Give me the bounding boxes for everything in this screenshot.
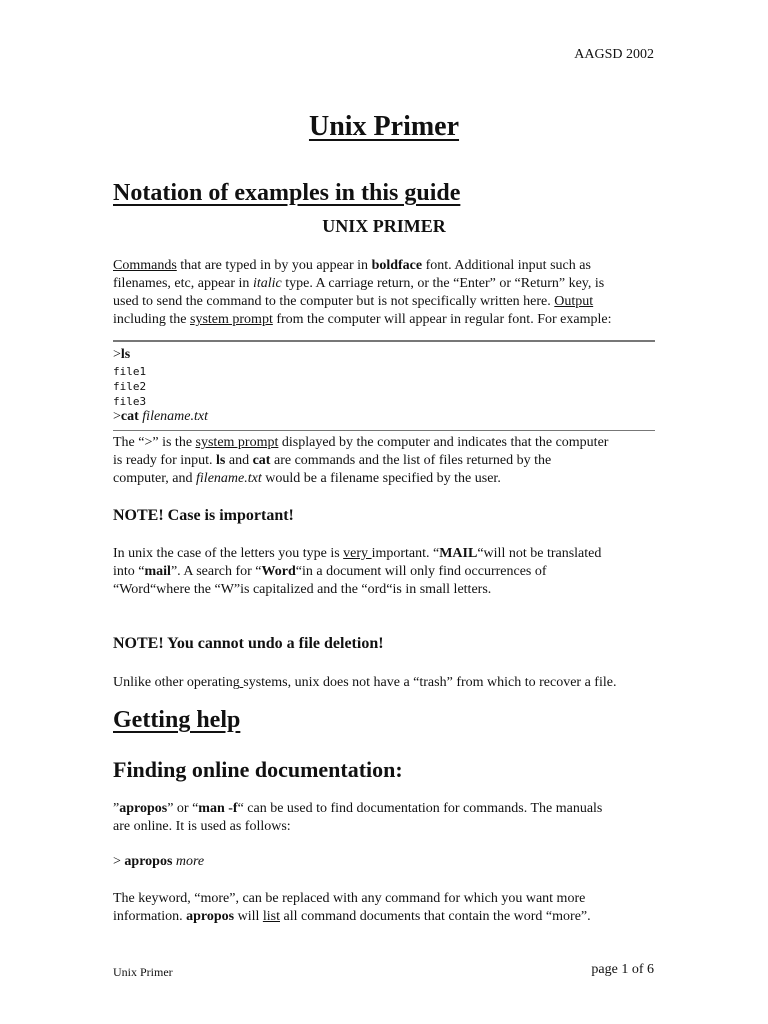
section-subtitle: UNIX PRIMER [322,216,446,236]
example-command-ls [113,347,130,363]
explain-ls: ls [216,453,226,468]
explain-text: is ready for input. [113,453,217,468]
intro-line-2 [113,275,658,293]
apropos-text: all command documents that contain the word “more”. [280,909,591,924]
apropos-argument: more [172,854,205,869]
intro-system-prompt: system prompt [190,312,273,327]
file-list-item: file2 [113,380,147,393]
intro-text: type. A carriage return, or the “Enter” or “Return” key, is [281,276,605,291]
intro-text: filenames, etc, appear in [113,276,253,291]
intro-line-4 [113,311,658,329]
command-argument: filename.txt [142,409,208,424]
apropos-line-2: are online. It is used as follows: [113,819,291,834]
prompt-symbol: > [113,854,125,869]
explain-paragraph [113,434,658,488]
prompt-symbol: > [113,347,121,362]
note-case-line-3: “Word“where the “W”is capitalized and the “ord“is in small letters. [113,582,492,597]
note-text: In unix the case of the letters you type is [113,546,344,561]
intro-output: Output [554,294,594,309]
explain-text: are commands and the list of files returned by the [270,453,552,468]
note-very: very [343,546,372,561]
section-heading-help [113,707,240,734]
command-cat: cat [120,409,143,424]
intro-text: from the computer will appear in regular font. For example: [272,312,612,327]
note-mail-upper: MAIL [439,546,478,561]
man-f-command: man -f [198,801,238,816]
note-case-line-2 [113,563,658,581]
section-heading-help-text: Getting help [113,707,241,733]
note-text: ”. A search for “ [170,564,262,579]
explain-text: The “>” is the [113,435,196,450]
explain-text: and [225,453,253,468]
section-heading-notation-text: Notation of examples in this guide [113,180,461,206]
intro-paragraph [113,257,658,329]
intro-line-3 [113,293,658,311]
file-list-item: file3 [113,395,147,408]
explain-line-2 [113,452,658,470]
footer-title: Unix Primer [113,965,173,979]
explain-cat: cat [252,453,271,468]
apropos-line-1 [113,800,658,818]
intro-line-1 [113,257,658,275]
section-heading-notation [113,180,460,207]
note-word: Word [261,564,296,579]
intro-text: including the [113,312,190,327]
apropos-command: apropos [119,801,168,816]
apropos-text: ” or “ [167,801,199,816]
explain-text: would be a filename specified by the user. [261,471,501,486]
apropos-text: information. [113,909,187,924]
intro-italic: italic [252,276,282,291]
file-list-item: file1 [113,365,147,378]
apropos-command: apropos [186,909,235,924]
note-case-heading: NOTE! Case is important! [113,507,294,524]
command-ls: ls [120,347,131,362]
note-text: “will not be translated [477,546,602,561]
page-title [0,111,768,143]
note-deletion-paragraph [113,674,658,692]
example-command-cat [113,409,208,425]
apropos-desc-line-1: The keyword, “more”, can be replaced with any command for which you want more [113,891,586,906]
example-bottom-rule [113,430,655,431]
explain-text: computer, and [113,471,197,486]
apropos-text: “ can be used to find documentation for commands. The manuals [237,801,603,816]
apropos-command: apropos [124,854,173,869]
subheading-online-docs: Finding online documentation: [113,757,403,782]
intro-boldface: boldface [371,258,423,273]
note-text: systems, unix does not have a “trash” from which to recover a file. [243,675,617,690]
explain-text: displayed by the computer and indicates that the computer [278,435,609,450]
note-text: important. “ [371,546,440,561]
note-mail-lower: mail [144,564,171,579]
intro-text: font. Additional input such as [422,258,591,273]
explain-line-1 [113,434,658,452]
note-case-line-1 [113,545,658,563]
header-date: AAGSD 2002 [574,47,654,62]
apropos-example [113,853,658,871]
note-text: “in a document will only find occurrences of [295,564,547,579]
footer-page-number: page 1 of 6 [591,962,654,977]
apropos-paragraph [113,800,658,836]
intro-commands-link: Commands [113,258,177,273]
apropos-list: list [262,909,280,924]
apropos-desc-line-2 [113,908,658,926]
page-title-text: Unix Primer [308,111,460,142]
explain-filename: filename.txt [196,471,262,486]
example-top-rule [113,340,655,342]
note-case-paragraph [113,545,658,599]
note-text: Unlike other operating [113,675,240,690]
prompt-symbol: > [113,409,121,424]
example-file-list [113,364,146,409]
note-deletion-heading: NOTE! You cannot undo a file deletion! [113,635,384,652]
explain-system-prompt: system prompt [195,435,279,450]
intro-text: used to send the command to the computer but is not specifically written here. [113,294,555,309]
note-text: into “ [113,564,145,579]
explain-line-3 [113,470,658,488]
intro-text: that are typed in by you appear in [176,258,372,273]
apropos-text: will [234,909,263,924]
apropos-text: ” [113,801,120,816]
apropos-description [113,890,658,926]
